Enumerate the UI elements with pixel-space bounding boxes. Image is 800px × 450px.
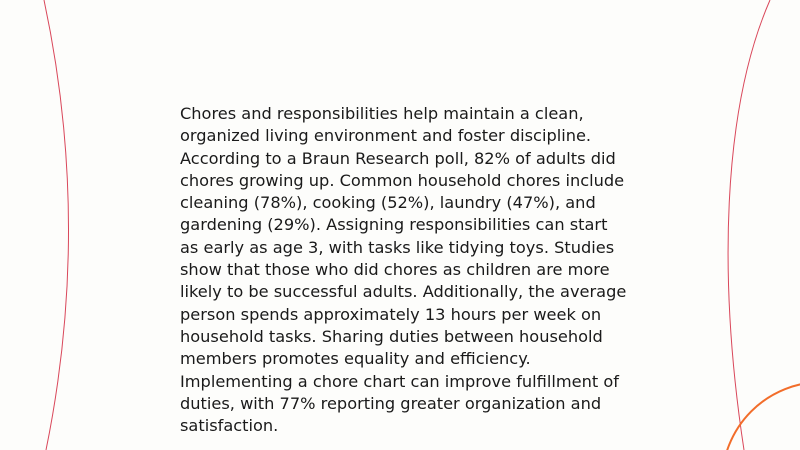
left-curve-line (44, 0, 69, 450)
orange-arc (722, 382, 800, 450)
right-curve-line (728, 0, 770, 450)
body-paragraph: Chores and responsibilities help maintain a clean, organized living environment and foster discipline. According to a Braun Research poll, 82% of adults did chores growing up. Common household chores include cleaning (78%), cooking (52%), laundry (47%), and gardening (29%). Assigning responsibilities can start as early as age 3, with tasks like tidying toys. Studies show that those who did chores as children are more likely to be successful adults. Additionally, the average person spends approximately 13 hours per week on household tasks. Sharing duties between household members promotes equality and efficiency. Implementing a chore chart can improve fulfillment of duties, with 77% reporting greater organization and satisfaction. (180, 104, 627, 436)
